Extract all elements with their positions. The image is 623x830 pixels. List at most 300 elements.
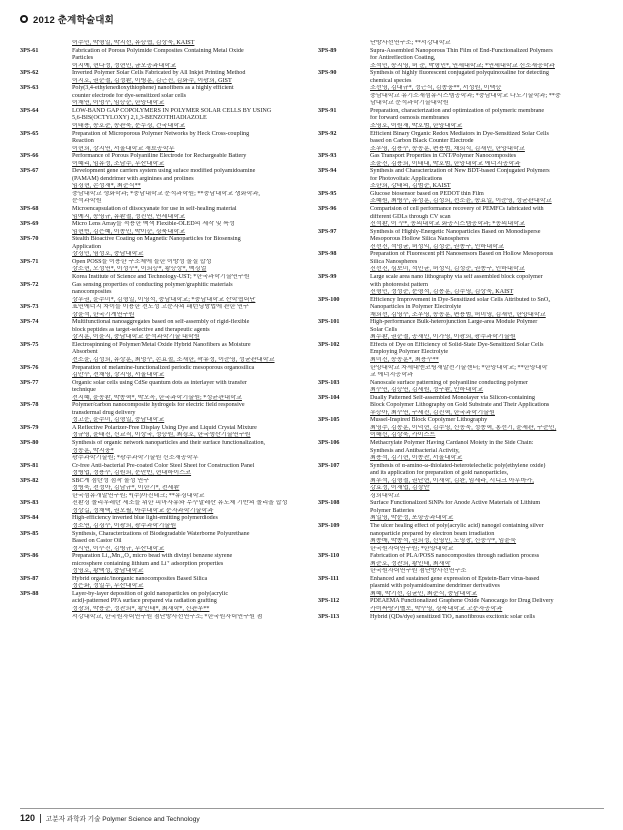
title-line: Synthesis of organic network nanoparticles and their surface functionalization, (72, 439, 266, 446)
paper-code: 3PS-72 (20, 281, 39, 288)
title-line: Electrospinning of Polymer/Metal Oxide Hybrid Nanofibers as Moisture (72, 341, 251, 348)
title-line: Stealth Bioactive Coating on Magnetic Nanoparticles for Biosensing (72, 236, 241, 243)
author-line: 조우영, 김용수, 송동훈, 편용범, 채희식, 김재민, 한양대학교 (370, 145, 525, 152)
author-line: 이지예, 현다정, 정현민, 금오공과대학교 (72, 62, 177, 69)
journal-name: 고분자 과학과 기술 Polymer Science and Technology (45, 816, 200, 823)
title-line: Dually Patterned Self-assembled Monolayer via Silicon-containing (370, 394, 535, 401)
title-line: Preparation of melamine-functionalized periodic mesoporous organosilica (72, 364, 255, 371)
paper-code (20, 40, 72, 48)
entry-text (72, 319, 305, 342)
title-line: Silica Nanospheres (370, 258, 418, 265)
entry-text (72, 236, 305, 259)
paper-code: 3PS-108 (318, 500, 340, 507)
page-number: 120 (20, 813, 36, 823)
paper-code: 3PS-62 (20, 70, 39, 77)
title-line: Particles (72, 55, 94, 62)
abstract-entry (318, 191, 603, 206)
entry-text (370, 70, 603, 108)
abstract-entry (20, 478, 305, 501)
abstract-entry (318, 40, 603, 48)
entry-text (72, 40, 305, 48)
entry-text (370, 598, 603, 613)
title-line: Synthesis, Characterizations of Biodegradable Waterborne Polyurethane (72, 530, 250, 537)
entry-text (72, 553, 305, 576)
title-line: 광주과학기술원; *광주과학기술원 신소재공학부 (72, 455, 199, 462)
left-column (20, 40, 305, 621)
abstract-entry (318, 342, 603, 380)
paper-code: 3PS-71 (20, 258, 39, 265)
entry-text (72, 515, 305, 530)
abstract-entry (20, 591, 305, 621)
title-line: Glucose biosensor based on PEDOT thin Film (370, 190, 484, 197)
paper-code: 3PS-75 (20, 341, 39, 348)
paper-code: 3PS-90 (318, 70, 337, 77)
title-line: Preparation Li₁₂Mn₁₂O₄ micro bead with divinyl benzene styrene (72, 553, 233, 560)
author-line: 장윤석, 한국기계연구원 (72, 311, 135, 318)
entry-text (72, 48, 305, 71)
abstract-entry (318, 417, 603, 440)
entry-text (72, 402, 305, 425)
paper-code: 3PS-70 (20, 236, 39, 243)
title-line: transdermal drug delivery (72, 409, 136, 416)
entry-text (370, 395, 603, 418)
author-line: 장경민, 염성호, 충남대학교 (72, 251, 144, 258)
title-line: acid)-patterned PFA surface prepared via radiation grafting (72, 598, 217, 605)
author-line: 진선진, 석명균, 허성익, 김성준, 권종구, 인하대학교 (370, 243, 504, 250)
title-line: Microencapsulation of diisocyanate for use in self-healing material (72, 206, 237, 213)
abstract-entry (20, 380, 305, 403)
title-line: Hybrid organic/inorganic nanocomposites Based Silica (72, 575, 208, 582)
conference-title: 2012 춘계학술대회 (33, 15, 115, 26)
abstract-entry (20, 500, 305, 515)
title-line: Poly(3,4-ethylenedioxythiophene) nanofibers as a highly efficient (72, 85, 234, 92)
paper-code: 3PS-87 (20, 575, 39, 582)
title-line: 친환경 폴리우레탄 제조를 위한 피마자유와 무수말레산 유도체 기반의 폴리올 합성 (72, 500, 288, 507)
author-line: 최일영, 박문정, 포항공과대학교 (370, 515, 454, 522)
page-footer (20, 808, 604, 825)
author-line: 최우석, 김형철, 권난현, 이재학, 김완, 임세라, 시디크 아부바카, (370, 477, 534, 484)
title-line: Employing Polymer Electrolyte (370, 349, 449, 356)
author-line: 최두환, 권순철, 공재민, 이가영, 이광희, 광주과학기술원 (370, 334, 516, 341)
title-line: Absorbent (72, 349, 98, 356)
title-line: Korea Institute of Science and Technology-UST; *한국과학기술연구원 (72, 273, 250, 280)
paper-code: 3PS-106 (318, 439, 340, 446)
paper-code: 3PS-105 (318, 417, 340, 424)
page-header (20, 8, 114, 30)
abstract-entry (20, 206, 305, 221)
paper-code: 3PS-83 (20, 500, 39, 507)
paper-code: 3PS-67 (20, 168, 39, 175)
title-line: 한국원자력연구원 첨단방사선연구소 (370, 568, 467, 575)
title-line: microsphere containing lithium and Li⁺ adsorption properties (72, 560, 224, 567)
paper-code: 3PS-110 (318, 553, 340, 560)
title-line: Open POSS를 이용한 구조체에 틀한 이방성 물질 합성 (72, 258, 212, 265)
entry-text (370, 40, 603, 48)
paper-code: 3PS-84 (20, 515, 39, 522)
title-line: Supra-Assembled Nanoporous Thin Film of End-Functionalized Polymers (370, 47, 553, 54)
entry-text (72, 206, 305, 221)
paper-code: 3PS-107 (318, 462, 340, 469)
title-line: Gas sensing properties of conducting polymer/graphitic materials (72, 281, 233, 288)
paper-code: 3PS-93 (318, 153, 337, 160)
abstract-entry (318, 131, 603, 154)
author-line: 이혜리, 임유정, 조남주, 부산대학교 (72, 160, 165, 167)
title-line: 경희대학교 (370, 492, 400, 499)
entry-text (370, 108, 603, 131)
entry-text (72, 365, 305, 380)
title-line: block peptides as target-selective and therapeutic agents (72, 326, 210, 333)
author-line: 정시연, 이수진, 김병규, 부산대학교 (72, 545, 165, 552)
title-line: technique (72, 387, 96, 394)
author-line: 정소연, 김경수, 이광희, 광주과학기술원 (72, 523, 177, 529)
abstract-entry (20, 221, 305, 236)
title-line: Effects of Dye on Efficiency of Solid-State Dye-Sensitized Solar Cells (370, 341, 544, 348)
title-line: different GDLs through CV scan (370, 213, 451, 220)
author-line: 정고운, 윤주미, 김형일, 충남대학교 (72, 417, 165, 424)
author-line: 조윤진, 김용희, 이태대, 박호범, 한양대학교 에너지공학과 (370, 160, 521, 167)
title-line: plasmid with polyamidoamine dendrimer derivatives (370, 583, 500, 590)
title-line: 충남대학교 유기소재섬유시스템공학과; *충남대학교 나노기술학과; **충 (370, 92, 561, 99)
author-line: 채희선, 김영수, 조우영, 송동훈, 편용범, 허미영, 김재민, 한양대학교 (370, 311, 546, 318)
title-line: Synthesis and Characterization of New BDT-based Conjugated Polymers (370, 168, 550, 175)
entry-text (72, 576, 305, 591)
title-line: Inverted Polymer Solar Cells Fabricated by All Inkjet Printing Method (72, 70, 246, 77)
entry-text (72, 478, 305, 501)
title-line: (PAMAM) dendrimer with arginines and prolines (72, 175, 194, 182)
author-line: 진형민, 정성준, 문형석, 김봉훈, 김주영, 김상욱, KAIST (370, 289, 514, 296)
abstract-entry (20, 531, 305, 554)
title-line: Polymer Batteries (370, 507, 415, 514)
author-line: 장우권, 윤주미*, 김형일, 이영석, 충남대학교; *충남대학교 산학협력단 (72, 296, 256, 303)
author-line: 임예지, 송영규, 유환철, 정진연, 연세대학교 (72, 213, 186, 220)
entry-text (72, 153, 305, 168)
paper-code: 3PS-95 (318, 190, 337, 197)
entry-text (72, 500, 305, 515)
paper-code: 3PS-79 (20, 424, 39, 431)
entry-text (370, 440, 603, 463)
paper-code: 3PS-74 (20, 319, 39, 326)
abstract-entry (318, 70, 603, 108)
paper-code: 3PS-97 (318, 228, 337, 235)
title-line: Efficient Binary Organic Redox Mediators in Dye-Sensitized Solar Cells (370, 130, 549, 137)
entry-text (370, 576, 603, 599)
paper-code: 3PS-81 (20, 462, 39, 469)
entry-text (72, 221, 305, 236)
title-line: SBC계 점탄성 점착 물성 연구 (72, 477, 150, 484)
entry-text (370, 319, 603, 342)
title-line: 분석과학원 (72, 198, 102, 205)
title-line: Based on Castor Oil (72, 538, 122, 545)
title-line: Cr-free Anti-bacterial Pre-coated Color Steel Sheet for Construction Panel (72, 462, 255, 469)
title-line: High-performance Bulk-heterojunction Large-area Module Polymer (370, 319, 538, 326)
author-line: 이태용, 송호준, 송관욱, 문두경, 건국대학교 (72, 123, 186, 130)
abstract-entry (318, 48, 603, 71)
paper-code: 3PS-66 (20, 153, 39, 160)
paper-code: 3PS-101 (318, 319, 340, 326)
author-line: 이해신, 김상욱, 카이스트 (370, 432, 436, 439)
abstract-entry (318, 463, 603, 501)
paper-code: 3PS-63 (20, 85, 39, 92)
title-line: 남대학교 분석과학기술대학원 (370, 100, 449, 107)
entry-text (370, 274, 603, 297)
title-line: Nanoscale surface patterning of polyaniline conducting polymer (370, 379, 528, 386)
abstract-entry (318, 229, 603, 252)
author-line: 진선진, 심보미, 석민균, 허성익, 김성준, 권종구, 인하대학교 (370, 266, 525, 273)
author-line: 정규영, 윤태진, 신교직, 이상국, 정승원, 최경호, 한국생산기술연구원 (72, 432, 251, 439)
author-line: 임경현, 손성재*, 최준식** (72, 183, 141, 190)
abstract-entry (318, 576, 603, 599)
paper-code: 3PS-77 (20, 379, 39, 386)
entry-text (72, 440, 305, 463)
abstract-entry (318, 598, 603, 613)
abstract-entry (318, 614, 603, 622)
entry-text (370, 153, 603, 168)
abstract-entry (20, 342, 305, 365)
paper-code: 3PS-85 (20, 530, 39, 537)
title-line: nanocomposites (72, 289, 112, 296)
abstract-entry (20, 70, 305, 85)
author-line: 정상길, 정채택, 권오필, 아주대학교 분자과학기술학과 (72, 507, 214, 514)
footer-divider (40, 814, 41, 823)
entry-text (370, 342, 603, 380)
entry-text (370, 168, 603, 191)
abstract-entry (318, 440, 603, 463)
abstract-entry (20, 440, 305, 463)
title-line: Polymer/carbon nanocomposite hydrogels for electric field responsive (72, 402, 245, 409)
entry-text (370, 229, 603, 252)
author-line: 최용석, 김기현, 이종찬, 서울대학교 (370, 455, 463, 462)
entry-text (370, 131, 603, 154)
title-line: Synthesis and Antibacterial Activity, (370, 447, 460, 454)
abstract-entry (20, 168, 305, 206)
title-line: Solar Cells (370, 326, 398, 333)
entry-text (370, 417, 603, 440)
entry-text (370, 380, 603, 395)
author-line: 조혜원, 최병수, 유성훈, 김성희, 전소윤, 송효일, 이준영, 성균관대학교 (370, 198, 552, 205)
abstract-entry (20, 553, 305, 576)
title-line: Organic solar cells using CdSe quantum dots as interlayer with transfer (72, 379, 247, 386)
title-line: Methacrylate Polymer Having Cardanol Moiety in the Side Chain: (370, 439, 534, 446)
title-line: Application (72, 243, 101, 250)
title-line: 서강대학교, 한국원자력연구원 첨단방사선연구소; *한국원자력연구원 첨 (72, 613, 263, 620)
entry-text (72, 304, 305, 319)
abstract-entry (20, 108, 305, 131)
author-line: 장지훈, 이윤지, 충남대학교 분석과학기술 대학원 (72, 334, 200, 341)
author-line: 이주민, 박형일, 박지선, 유승협, 김상욱, KAIST (72, 40, 195, 46)
paper-code: 3PS-78 (20, 402, 39, 409)
title-line: for forward osmosis membranes (370, 115, 450, 122)
title-line: Mesoporous Hollow Silica Nanospheres (370, 236, 470, 243)
title-line: Hybrid (QDs/dye) sensitized TiO₂ nanofibrous excitonic solar cells (370, 613, 536, 620)
abstract-entry (20, 153, 305, 168)
author-line: 김만수, 전채영, 장지영, 서울대학교 (72, 372, 165, 379)
abstract-entry (318, 380, 603, 395)
paper-code: 3PS-100 (318, 296, 340, 303)
title-line: nanoparticle prepared by electron beam irradiation (370, 530, 495, 537)
author-line: 최종배, 박종석, 권희정, 신영민, 노영창, 신중수*, 임윤묵 (370, 538, 517, 545)
abstract-entry (318, 274, 603, 297)
paper-code: 3PS-98 (318, 251, 337, 258)
abstract-entry (318, 319, 603, 342)
entry-text (72, 342, 305, 365)
title-line: counter electrode for dye-sensitized solar cells (72, 92, 187, 99)
entry-text (370, 191, 603, 206)
title-line: Micro Lens Array를 적용한 백색 Flexible-OLED의 제작 및 특성 (72, 221, 235, 228)
paper-code: 3PS-113 (318, 613, 340, 620)
abstract-entry (20, 236, 305, 259)
author-line: 정은화, 정일두, 부산대학교 (72, 583, 144, 590)
title-line: Performance of Porous Polyaniline Electrode for Rechargeable Battery (72, 153, 247, 160)
entry-text (72, 425, 305, 440)
entry-text (370, 523, 603, 553)
title-line: for Photovoltaic Applications (370, 175, 443, 182)
title-line: LOW-BAND GAP COPOLYMERS IN POLYMER SOLAR CELLS BY USING (72, 107, 272, 114)
entry-text (72, 259, 305, 282)
author-line: 우승아, 최수연, 구세진, 김진혁, 한국과학기술원 (370, 409, 495, 416)
author-line: 임현빈, 김은혜, 이종민, 박이순, 경북대학교 (72, 228, 186, 235)
right-column (318, 40, 603, 621)
author-line: 최준호, 정찬희, 황인태, 최재학 (370, 560, 451, 567)
title-line: for Antireflection Coating, (370, 55, 436, 62)
title-line: 한국섬유개발연구원; *(주)아진테크; **유경대학교 (72, 492, 205, 499)
title-line: 5,6-BIS(OCTYLOXY) 2,1,3-BENZOTHIADIAZOLE (72, 115, 207, 122)
title-line: based on Carbon Black Counter Electrode (370, 138, 474, 145)
author-line: 이현희, 장지연, 서울대학교 재료공학부 (72, 145, 175, 152)
title-line: High-efficiency inverted blue light-emitting polymerdiodes (72, 515, 218, 522)
title-line: Preparation of Fluorescent pH Nanosensors Based on Hollow Mesoporous (370, 251, 554, 258)
abstract-entry (20, 85, 305, 108)
abstract-entry (20, 282, 305, 305)
title-line: A Reflective Polarizer-Free Display Using Dye and Liquid Crystal Mixture (72, 424, 257, 431)
author-line: 최혜, 박기선, 김균민, 최준식, 충남대학교 (370, 590, 478, 597)
entry-text (370, 553, 603, 576)
title-line: Preparation of Microporous Polymer Networks by Heck Cross-coupling (72, 130, 250, 137)
title-line: Nanoparticles in Polymer Electrolyte (370, 304, 462, 311)
title-line: Comparision of cell performance recovery of PEMFCs fabricated with (370, 206, 544, 213)
author-line: 정병욱, 천정아, 김남규*, 이한기*, 천세환 (72, 485, 180, 492)
paper-code: 3PS-61 (20, 47, 39, 54)
paper-code: 3PS-68 (20, 206, 39, 213)
title-line: and its application for preparation of gold nanoparticles, (370, 470, 509, 477)
abstract-entry (20, 425, 305, 440)
title-line: Surface Functionalized SiNPs for Anode Active Materials of Lithium (370, 500, 541, 507)
paper-code (318, 40, 370, 48)
paper-code: 3PS-65 (20, 130, 39, 137)
entry-text (72, 282, 305, 305)
entry-text (72, 108, 305, 131)
paper-code: 3PS-111 (318, 575, 339, 582)
entry-text (72, 131, 305, 154)
paper-code: 3PS-73 (20, 304, 39, 311)
header-bullet-icon (20, 15, 28, 23)
title-line: Gas Transport Properties in CNT/Polymer Nanocomposites (370, 153, 517, 160)
paper-code: 3PS-88 (20, 590, 39, 597)
abstract-entry (20, 402, 305, 425)
title-line: 한국원자력연구원; *한양대학교 (370, 545, 454, 552)
author-line: 최영주, 김봉훈, 이덕현, 김주영, 신동욱, 정종혁, 홍선기, 윤제관, 구준민, (370, 424, 557, 431)
title-line: Efficiency Improvement in Dye-Sensitized solar Cells Attributed to SnO₂ (370, 296, 551, 303)
paper-code: 3PS-89 (318, 47, 337, 54)
abstract-entry (20, 259, 305, 282)
author-line: 정동훈, 박지웅* (72, 447, 114, 454)
abstract-entry (318, 168, 603, 191)
paper-code: 3PS-92 (318, 130, 337, 137)
title-line: Preparation, characterization and optimization of polymeric membrane (370, 107, 545, 114)
paper-code: 3PS-102 (318, 341, 340, 348)
title-line: with photoresist pattern (370, 281, 428, 288)
title-line: The ulcer healing effect of poly(acrylic acid) nanogel containing silver (370, 523, 544, 529)
title-line: Mussel-Inspired Block Copolymer Lithography (370, 417, 488, 424)
abstract-entry (318, 206, 603, 229)
entry-text (370, 614, 603, 622)
author-line: 조영호, 이원재, 박호범, 한양대학교 (370, 123, 463, 130)
paper-code: 3PS-109 (318, 523, 340, 529)
entry-text (370, 206, 603, 229)
author-line: 최미진, 송동훈*, 최용수** (370, 356, 439, 363)
abstract-entry (20, 304, 305, 319)
author-line: 이지호, 권순철, 김정환, 이병훈, 김근진, 김화주, 이광희, GIST (72, 77, 232, 84)
paper-code: 3PS-112 (318, 598, 340, 605)
abstract-entry (318, 395, 603, 418)
author-line: 강효정, 이재엽, 김장안 (370, 485, 430, 492)
paper-code: 3PS-96 (318, 206, 337, 213)
abstract-entry (318, 297, 603, 320)
title-line: Fabrication of PLA/POSS nanocomposites through radiation process (370, 553, 540, 560)
entry-text (370, 463, 603, 501)
title-line: Enhanced and sustained gene expression of Epstein-Barr virus-based (370, 575, 540, 582)
abstract-entry (20, 48, 305, 71)
abstract-entry (318, 500, 603, 523)
author-line: 장소현, 오성연*, 이성수*, 이희승*, 황승상*, 백경열 (72, 266, 207, 273)
title-line: Multifunctional nanoaggregates based on self-assembly of rigid-flexible (72, 319, 250, 326)
title-line: Synthesis of Highly-Energetic Nanoparticles Based on Monodisperse (370, 228, 541, 235)
title-line: PDEAEMA Functionalized Graphene Oxide Nanocargo for Drug Delivery (370, 598, 554, 605)
entry-text (72, 463, 305, 478)
abstract-entry (318, 108, 603, 131)
title-line: Synthesis of highly fluorescent conjugated polyquinoxaline for detecting (370, 70, 549, 77)
abstract-entry (20, 40, 305, 48)
paper-code: 3PS-91 (318, 107, 337, 114)
abstract-entry (318, 553, 603, 576)
paper-code: 3PS-69 (20, 221, 39, 228)
title-line: 한양대학교 차세대엔코팅재발전기술센터; *한양대학교; **한양대학 (370, 364, 548, 371)
entry-text (72, 531, 305, 554)
entry-text (72, 85, 305, 108)
abstract-entry (20, 463, 305, 478)
author-line: 정영호, 황택성, 충남대학교 (72, 568, 144, 575)
title-line: Development gene carriers system using suface modified polyamidoamine (72, 168, 256, 175)
author-line: 전지혜, 윤동환, 박종혁*, 박오옥, 한국과학기술원; *성균관대학교 (72, 394, 242, 401)
paper-code: 3PS-103 (318, 379, 340, 386)
author-line: 조한희, 강태의, 김범준, KAIST (370, 183, 451, 190)
title-line: Layer-by-layer deposition of gold nanoparticles on poly(acrylic (72, 590, 229, 597)
author-line: 전소윤, 김성희, 유상훈, 최명수, 손효철, 조재한, 곽유정, 이준영, 성균관대학교 (72, 356, 275, 363)
title-line: Large scale area nano lithography via self assembled block copolymer (370, 273, 543, 280)
abstract-entry (318, 251, 603, 274)
title-line: 단방사선연구소; **서강대학교 (370, 40, 451, 46)
author-line: 이채연, 이명수, 임승순, 한양대학교 (72, 100, 165, 107)
paper-code: 3PS-86 (20, 553, 39, 560)
entry-text (72, 70, 305, 85)
entry-text (72, 380, 305, 403)
author-line: 진석환, 이 수*, 동의대학교 화공시스템공학과; *동의대학교 (370, 221, 526, 228)
paper-code: 3PS-104 (318, 394, 340, 401)
paper-code: 3PS-76 (20, 364, 39, 371)
title-line: 교 에너지공학과 (370, 372, 414, 379)
title-line: Fabrication of Porous Polyimide Composites Containing Metal Oxide (72, 47, 244, 54)
paper-code: 3PS-64 (20, 107, 39, 114)
abstract-entry (20, 319, 305, 342)
